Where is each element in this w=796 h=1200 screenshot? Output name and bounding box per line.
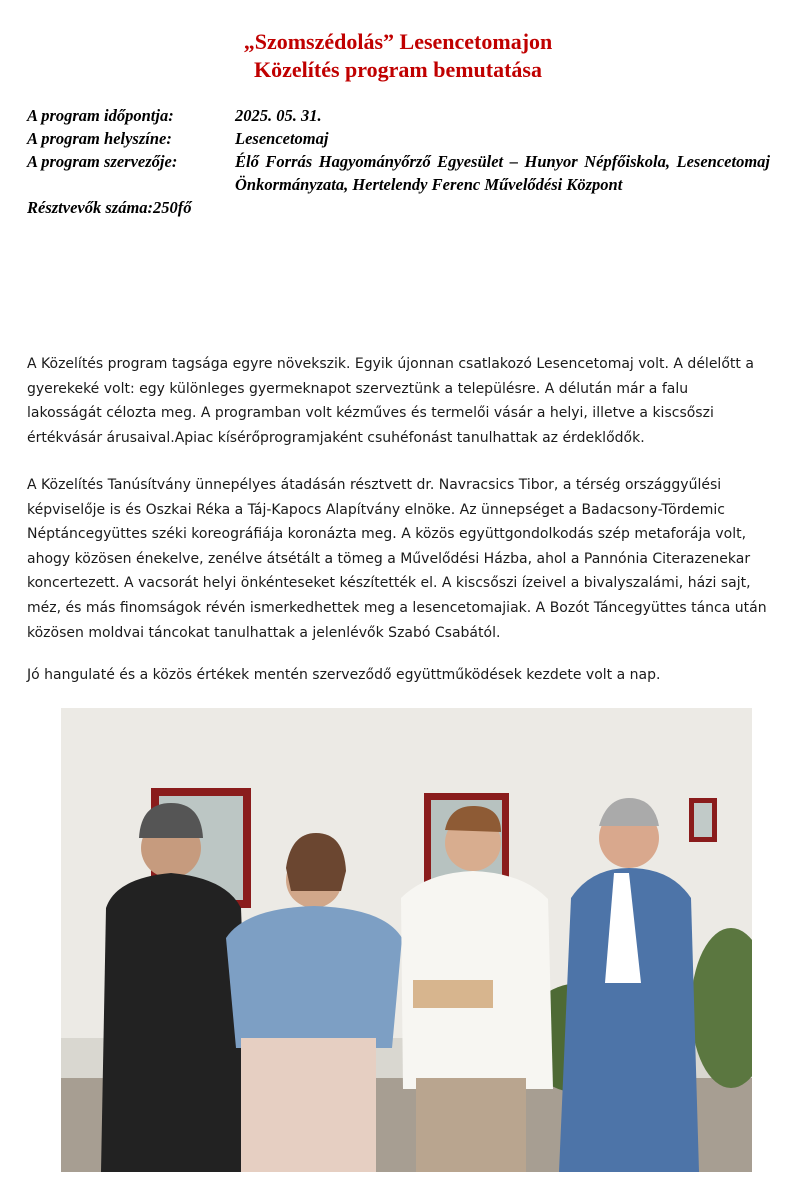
meta-row-location [27, 127, 770, 150]
organizer-label: A program szervezője: [27, 152, 178, 171]
event-photo-illustration [61, 708, 752, 1172]
participants-count: Résztvevők száma:250fő [27, 198, 192, 217]
body-paragraph-1: A Közelítés program tagsága egyre növekszik. Egyik újonnan csatlakozó Lesencetomaj volt. A délelőtt a gyerekeké volt: egy különleges gyermeknapot szerveztünk a településre. A délután már a falu lakosságát célozta meg. A programban volt kézműves és termelői vásár a helyi, illetve a kiscsőszi értékvásár árusaival.Apiac kísérőprogramjaként csuhéfonást tanulhattak az érdeklődők. [27, 356, 754, 446]
page-title: „Szomszédolás” Lesencetomajon [243, 29, 553, 54]
event-photo [61, 708, 752, 1172]
date-value: 2025. 05. 31. [235, 106, 322, 125]
page-subtitle: Közelítés program bemutatása [254, 57, 542, 82]
meta-row-date [27, 104, 770, 127]
location-label: A program helyszíne: [27, 129, 172, 148]
location-value: Lesencetomaj [235, 129, 329, 148]
date-label: A program időpontja: [27, 106, 174, 125]
organizer-value: Élő Forrás Hagyományőrző Egyesület – Hunyor Népfőiskola, Lesencetomaj Önkormányzata, Hertelendy Ferenc Művelődési Központ [235, 152, 770, 194]
body-paragraph-3: Jó hangulaté és a közös értékek mentén szerveződő együttműködések kezdete volt a nap. [27, 667, 661, 683]
program-meta [27, 104, 770, 219]
meta-row-participants [27, 196, 770, 219]
body-paragraph-2: A Közelítés Tanúsítvány ünnepélyes átadásán résztvett dr. Navracsics Tibor, a térség országgyűlési képviselője is és Oszkai Réka a Táj-Kapocs Alapítvány elnöke. Az ünnepséget a Badacsony-Tördemic Néptáncegyüttes széki koreográfiája koronázta meg. A közös együttgondolkodás szép metaforája volt, ahogy közösen énekelve, zenélve átsétált a tömeg a Művelődési Házba, ahol a Pannónia Citerazenekar koncertezett. A vacsorát helyi önkénteseket készítették el. A kiscsőszi ízeivel a bivalyszalámi, házi sajt, méz, és más finomságok révén ismerkedhettek meg a lesencetomajiak. A Bozót Táncegyüttes tánca után közösen moldvai táncokat tanulhattak a jelenlévők Szabó Csabától. [27, 477, 767, 641]
meta-row-organizer [27, 150, 770, 196]
